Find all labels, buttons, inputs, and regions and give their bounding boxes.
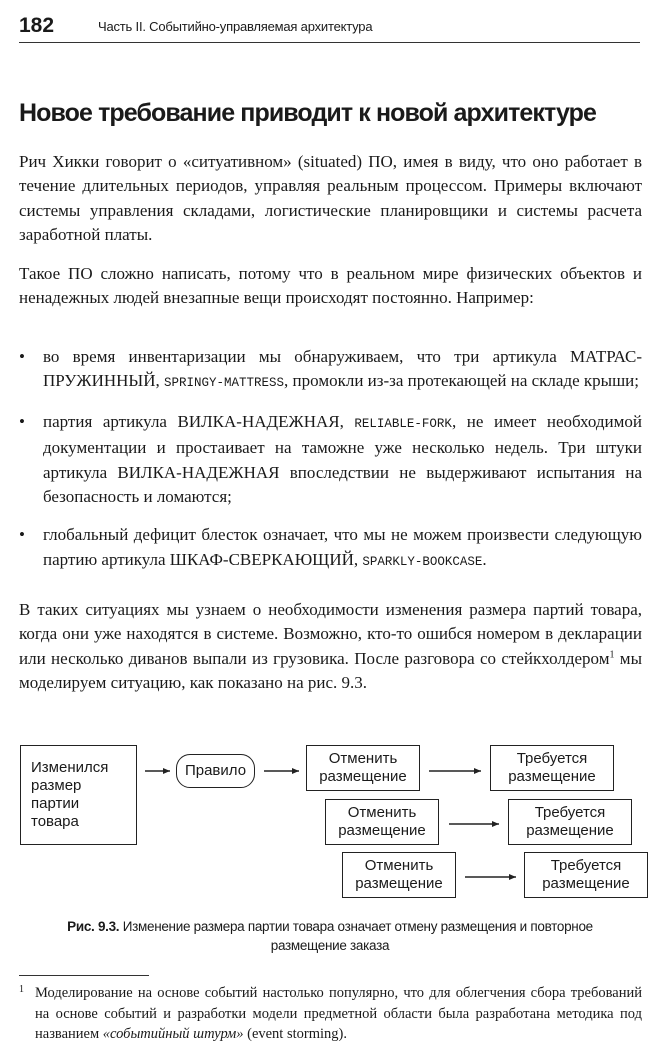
event-line: партии [31, 795, 80, 812]
bullet-text-tail: . [482, 549, 487, 569]
page-header [19, 14, 639, 40]
bullet-marker: • [19, 525, 25, 545]
section-title: Новое требование приводит к новой архитектуре [19, 99, 597, 127]
command-box-deallocate [342, 852, 456, 898]
bullet-list [19, 345, 642, 588]
result-line: Требуется [534, 804, 606, 821]
paragraph-3 [19, 598, 642, 696]
result-line: размещение [508, 768, 596, 785]
rule-box [176, 754, 255, 788]
bullet-text: партия артикула ВИЛКА-НАДЕЖНАЯ, [43, 411, 355, 431]
event-line: товара [31, 813, 79, 830]
result-line: размещение [526, 822, 614, 839]
command-line: размещение [338, 822, 426, 839]
footnote-text: Моделирование на основе событий настолько популярно, что для облегчения сбора требований на основе событий и разработки модели предметной области была разработана методика под названием [35, 985, 642, 1042]
bullet-item-bookcase [19, 523, 642, 574]
bullet-marker: • [19, 347, 25, 366]
command-line: размещение [319, 768, 407, 785]
command-line: Отменить [328, 750, 398, 767]
event-line: Изменился [31, 759, 109, 776]
command-line: Отменить [347, 804, 417, 821]
bullet-item-mattress [19, 345, 642, 396]
figure-9-3-diagram [19, 745, 644, 910]
result-box-allocation-required [490, 745, 614, 791]
bullet-item-fork [19, 410, 642, 510]
result-line: Требуется [550, 857, 622, 874]
footnote-mark: 1 [19, 984, 24, 995]
command-box-deallocate [306, 745, 420, 791]
event-line: размер [31, 777, 82, 794]
command-line: размещение [355, 875, 443, 892]
bullet-text-tail: , промокли из-за протекающей на складе крыши; [284, 371, 639, 391]
result-line: размещение [542, 875, 630, 892]
result-box-allocation-required [508, 799, 632, 845]
footnote-ref: 1 [609, 649, 615, 661]
footnote [19, 983, 642, 1045]
bullet-text: глобальный дефицит блесток означает, что мы не можем произвести следующую партию артикула ШКАФ-СВЕРКАЮЩИЙ, [43, 525, 642, 569]
paragraph-1: Рич Хикки говорит о «ситуативном» (situated) ПО, имея в виду, что оно работает в течение длительных периодов, управляя реальным процессом. Примеры включают системы управления складами, логистические планировщики и системы расчета заработной платы. [19, 152, 642, 245]
paragraph-3-text-tail: мы моделируем ситуацию, как показано на рис. 9.3. [19, 648, 642, 693]
rule-label: Правило [184, 762, 247, 779]
bullet-text-tail: , не имеет необходимой документации и простаивает на таможне уже несколько недель. Три штуки артикула ВИЛКА-НАДЕЖНАЯ впоследствии не выдерживают испытания на безопасность и ломаются; [43, 411, 642, 507]
caption-label: Рис. 9.3. [67, 919, 120, 934]
footnote-text-tail: (event storming). [243, 1026, 347, 1042]
paragraph-3-text: В таких ситуациях мы узнаем о необходимости изменения размера партий товара, когда они уже находятся в системе. Возможно, кто-то ошибся номером в декларации или несколько диванов выпали из грузовика. После разговора со стейкхолдером [19, 600, 642, 668]
result-box-allocation-required [524, 852, 648, 898]
page-number: 182 [19, 14, 55, 37]
footnote-divider [19, 975, 149, 976]
running-title: Часть II. Событийно-управляемая архитектура [98, 19, 373, 34]
event-box-batch-size-changed [20, 745, 137, 845]
bullet-marker: • [19, 411, 25, 431]
code-sku: SPRINGY-MATTRESS [164, 376, 285, 391]
command-line: Отменить [364, 857, 434, 874]
result-line: Требуется [516, 750, 588, 767]
command-box-deallocate [325, 799, 439, 845]
footnote-italic-term: «событийный штурм» [102, 1026, 244, 1042]
figure-caption [40, 917, 620, 955]
caption-text: Изменение размера партии товара означает отмену размещения и повторное размещение заказа [119, 919, 593, 953]
code-sku: SPARKLY-BOOKCASE [362, 554, 483, 569]
bullet-text: во время инвентаризации мы обнаруживаем, что три артикула МАТРАС-ПРУЖИННЫЙ, [43, 347, 642, 391]
code-sku: RELIABLE-FORK [354, 416, 452, 431]
header-divider [19, 42, 640, 43]
paragraph-2: Такое ПО сложно написать, потому что в реальном мире физических объектов и ненадежных людей внезапные вещи происходят постоянно. Например: [19, 264, 642, 308]
